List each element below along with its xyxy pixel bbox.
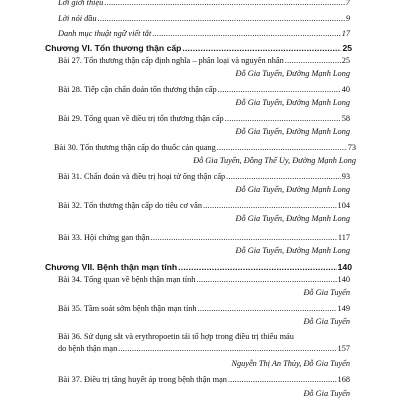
entry-page: 40 [341,85,350,94]
entry-page: 7 [345,0,350,7]
entry-title: Bài 31. Chẩn đoán và điều trị hoại tử ống thận cấp [58,172,226,181]
toc-chapter-7 [0,261,400,273]
entry-title: Bài 29. Tổng quan về điều trị tổn thương thận cấp [58,114,224,123]
toc-entry-preface [0,13,400,25]
entry-page: 25 [341,56,350,65]
toc-entry-b35 [0,303,400,315]
entry-author: Đỗ Gia Tuyển [303,317,350,326]
entry-title: Bài 34. Tổng quan về bệnh thận mạn tính [58,275,196,284]
toc-entry-b34 [0,274,400,286]
toc-entry-b28 [0,84,400,96]
entry-title: Bài 32. Tổn thương thận cấp do tiêu cơ vân [58,201,202,210]
entry-author: Đỗ Gia Tuyển [303,288,350,297]
entry-author: Đỗ Gia Tuyển, Đường Mạnh Long [235,69,350,78]
chapter-title: Chương VII. Bệnh thận mạn tính [45,262,178,272]
entry-author: Đỗ Gia Tuyển, Đường Mạnh Long [235,214,350,223]
toc-entry-b33 [0,232,400,244]
entry-title: Danh mục thuật ngữ viết tắt [58,29,152,38]
toc-entry-b37 [0,374,400,386]
entry-author: Đỗ Gia Tuyển, Đường Mạnh Long [235,185,350,194]
chapter-page: 140 [337,262,352,272]
entry-page: 149 [337,304,350,313]
entry-page: 168 [337,375,350,384]
entry-page: 58 [341,114,350,123]
entry-title: Bài 28. Tiếp cận chẩn đoán tổn thương thận cấp [58,85,217,94]
toc-entry-b31 [0,171,400,183]
toc-entry-b32 [0,200,400,212]
entry-author: Nguyễn Thị An Thủy, Đỗ Gia Tuyển [231,359,350,368]
toc-entry-b29 [0,113,400,125]
toc-entry-b36 [0,343,400,355]
entry-page: 9 [345,14,350,23]
toc-entry-intro [0,0,400,9]
toc-entry-abbreviations [0,28,400,40]
toc-entry-b27 [0,55,400,67]
entry-title: Bài 35. Tầm soát sớm bệnh thận mạn tính [58,304,197,313]
chapter-page: 25 [342,43,352,53]
entry-author: Đỗ Gia Tuyển, Đường Mạnh Long [235,246,350,255]
entry-page: 73 [347,143,356,152]
entry-author: Đỗ Gia Tuyển, Đường Mạnh Long [235,127,350,136]
entry-title: Bài 36. Sử dụng sắt và erythropoetin tái tổ hợp trong điều trị thiếu máu [58,332,294,341]
entry-page: 117 [337,233,350,242]
entry-title: Bài 27. Tổn thương thận cấp định nghĩa – phân loại và nguyên nhân [58,56,284,65]
entry-title: Bài 37. Điều trị tăng huyết áp trong bệnh thận mạn [58,375,227,384]
entry-title: Bài 30. Tổn thương thận cấp do thuốc cản quang [54,143,216,152]
entry-author: Đỗ Gia Tuyển, Đường Mạnh Long [235,98,350,107]
entry-author: Đỗ Gia Tuyển [303,389,350,398]
entry-page: 157 [337,344,350,353]
entry-author: Đỗ Gia Tuyển, Đồng Thế Uy, Đường Mạnh Long [193,156,356,165]
toc-entry-b30 [0,142,400,154]
entry-title: Lời giới thiệu [58,0,104,7]
entry-title: Lời nói đầu [58,14,97,23]
entry-title: Bài 33. Hội chứng gan thận [58,233,150,242]
entry-page: 17 [341,29,350,38]
entry-page: 140 [337,275,350,284]
entry-page: 104 [337,201,350,210]
chapter-title: Chương VI. Tổn thương thận cấp [45,43,182,53]
entry-page: 93 [341,172,350,181]
toc-chapter-6 [0,42,400,54]
entry-title-continued: do bệnh thận mạn [58,344,118,353]
